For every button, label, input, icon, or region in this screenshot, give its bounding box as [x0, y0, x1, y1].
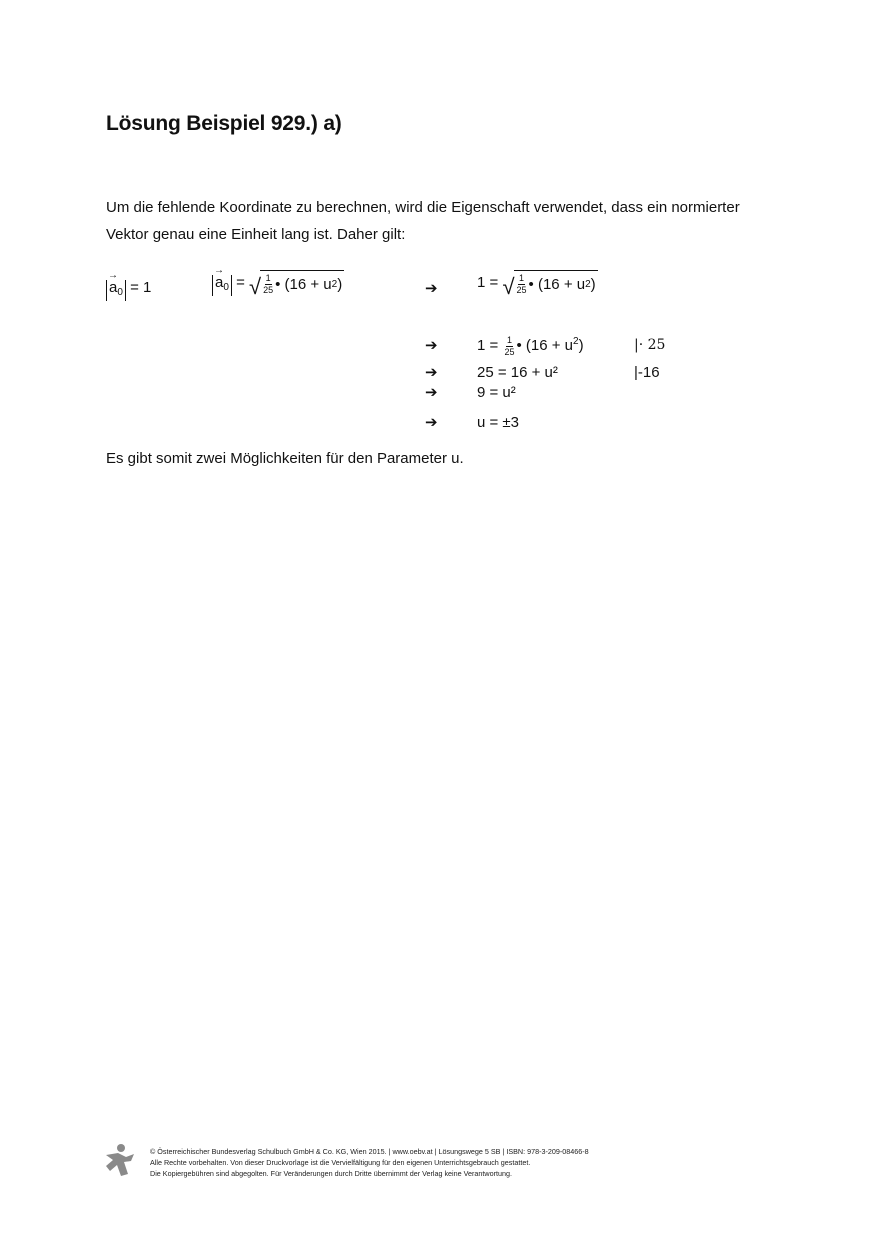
intro-paragraph: Um die fehlende Koordinate zu berechnen, wird die Eigenschaft verwendet, dass ein normierter Vektor genau eine Einheit lang ist. Daher gilt: [106, 199, 740, 243]
norm-equals-one [106, 270, 152, 301]
footer-copyright [150, 1146, 710, 1179]
fraction: $\frac{1}{25}$ [516, 273, 527, 295]
vector-arrow-icon: → [108, 270, 118, 281]
step3-equation: 25 = 16 + u² [477, 364, 558, 381]
step5-equation: u = ±3 [477, 414, 520, 431]
step2-equation: 1 = $\frac{1}{25}$ • $(16 + u^2)$ [477, 334, 584, 357]
conclusion-text: Es gibt somit zwei Möglichkeiten für den Parameter u. [106, 450, 464, 467]
page-title: Lösung Beispiel 929.) a) [106, 112, 342, 135]
arrow-icon: ➔ [425, 280, 438, 297]
square-root: √ $\frac{1}{25}$ • (16 + u 2 ) [502, 270, 597, 296]
publisher-logo-icon [104, 1143, 136, 1177]
footer-line-1: © Österreichischer Bundesverlag Schulbuch GmbH & Co. KG, Wien 2015. | www.oebv.at | Lösungswege 5 SB | ISBN: 978-3-209-08466-8 [150, 1147, 589, 1156]
arrow-icon: ➔ [425, 414, 438, 431]
arrow-icon: ➔ [425, 384, 438, 401]
arrow-icon: ➔ [425, 364, 438, 381]
fraction: $\frac{1}{25}$ [263, 273, 274, 295]
step1-equation: 1 = √ $\frac{1}{25}$ • (16 + u 2 ) [477, 270, 598, 296]
footer-line-3: Die Kopiergebühren sind abgegolten. Für Veränderungen durch Dritte übernimmt der Verlag keine Verantwortung. [150, 1169, 512, 1178]
eq1-rhs: = 1 [130, 279, 152, 296]
vector-norm: → $a_0$ [212, 275, 232, 296]
norm-formula: → $a_0$ = √ $\frac{1}{25}$ • (16 + u 2 ) [214, 264, 343, 299]
footer-line-2: Alle Rechte vorbehalten. Von dieser Druckvorlage ist die Vervielfältigung für den eigenen Unterrichtsgebrauch gestattet. [150, 1158, 531, 1167]
step3-operation: |-16 [634, 364, 660, 381]
vector-a0: → a [108, 270, 118, 296]
step4-equation: 9 = u² [477, 384, 516, 401]
square-root: √ $\frac{1}{25}$ • (16 + u 2 ) [249, 270, 344, 296]
vector-norm: → $a_0$ [106, 280, 126, 301]
arrow-icon: ➔ [425, 337, 438, 354]
vector-arrow-icon: → [214, 264, 224, 276]
step2-operation: |· 25 [634, 337, 666, 353]
vector-a0: → a [214, 264, 224, 291]
fraction: $\frac{1}{25}$ [504, 334, 515, 357]
